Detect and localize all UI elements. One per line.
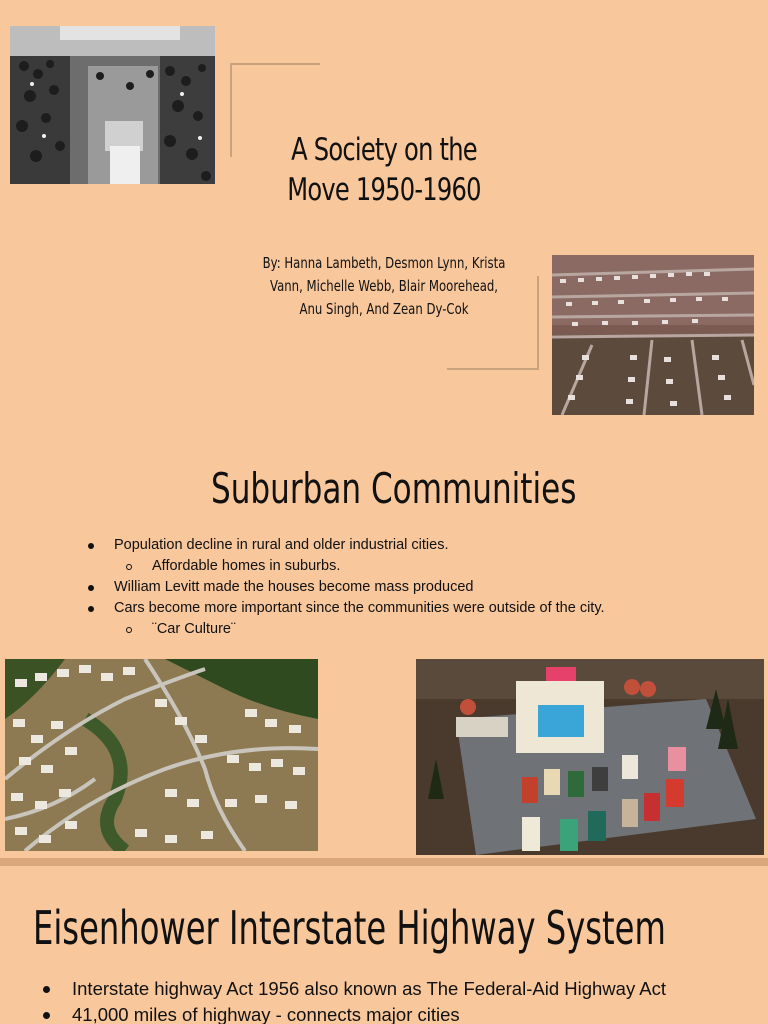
list-item: William Levitt made the houses become mass produced (86, 577, 746, 598)
list-item: Cars become more important since the communities were outside of the city. (86, 598, 746, 619)
list-item: ¨Car Culture¨ (86, 619, 746, 640)
bullet-dot-icon (88, 606, 94, 612)
slide-heading: Suburban Communities (211, 464, 577, 513)
suburb-aerial-photo (5, 659, 318, 851)
crowd-photo (10, 26, 215, 184)
highway-slide (0, 866, 768, 1024)
suburban-slide (0, 450, 768, 858)
bullet-list (40, 976, 760, 1024)
bullet-dot-icon (43, 1012, 50, 1019)
bullet-list (86, 535, 746, 640)
corner-line-horizontal-top (230, 63, 320, 65)
slide-divider (0, 858, 768, 866)
list-item: 41,000 miles of highway - connects major cities (40, 1002, 760, 1024)
list-item: Interstate highway Act 1956 also known as The Federal-Aid Highway Act (40, 976, 760, 1002)
list-item: Population decline in rural and older industrial cities. (86, 535, 746, 556)
corner-line-vertical-top (230, 63, 232, 157)
bullet-circle-icon (126, 627, 132, 633)
bullet-dot-icon (88, 543, 94, 549)
corner-line-vertical-bottom (537, 276, 539, 370)
slide-heading: Eisenhower Interstate Highway System (33, 901, 666, 955)
bullet-dot-icon (88, 585, 94, 591)
bullet-circle-icon (126, 564, 132, 570)
drive-in-theater-photo (416, 659, 764, 855)
slide-title: A Society on the Move 1950-1960 (287, 132, 481, 208)
aerial-suburb-photo (552, 255, 754, 415)
authors: By: Hanna Lambeth, Desmon Lynn, Krista Vann, Michelle Webb, Blair Moorehead, Anu Singh, And Zean Dy-Cok (262, 254, 506, 318)
list-item: Affordable homes in suburbs. (86, 556, 746, 577)
corner-line-horizontal-bottom (447, 368, 539, 370)
title-slide (0, 0, 768, 450)
bullet-dot-icon (43, 986, 50, 993)
